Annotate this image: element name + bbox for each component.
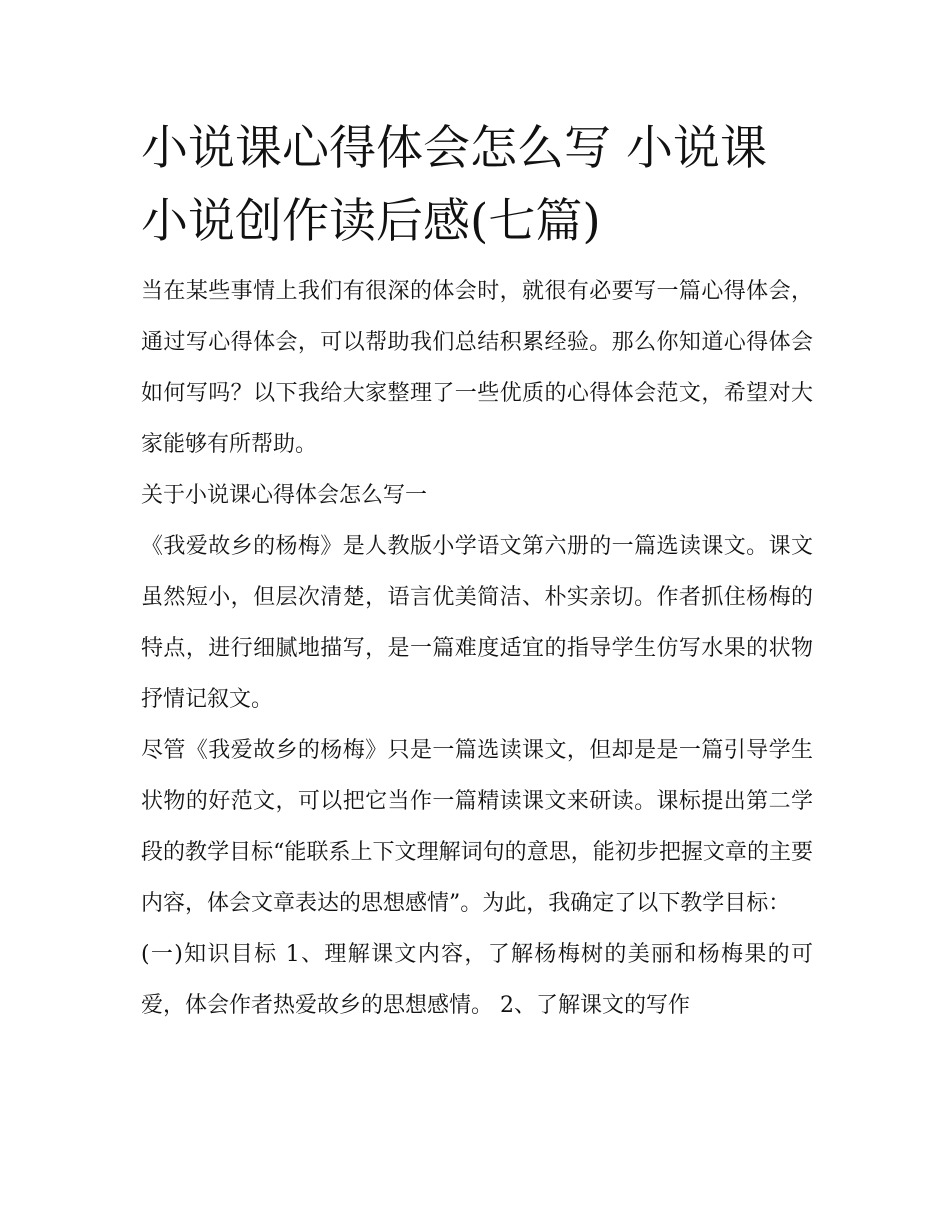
- body-paragraph: (一)知识目标 1、理解课文内容，了解杨梅树的美丽和杨梅果的可爱，体会作者热爱故乡的思想感情。 2、了解课文的写作: [141, 942, 813, 1018]
- document-page: [141, 112, 813, 1031]
- body-paragraph: 《我爱故乡的杨梅》是人教版小学语文第六册的一篇选读课文。课文虽然短小，但层次清楚，语言优美简洁、朴实亲切。作者抓住杨梅的特点，进行细腻地描写，是一篇难度适宜的指导学生仿写水果的状物抒情记叙文。: [141, 534, 813, 712]
- section-heading: 关于小说课心得体会怎么写一: [141, 483, 428, 508]
- intro-paragraph: 当在某些事情上我们有很深的体会时，就很有必要写一篇心得体会，通过写心得体会，可以帮助我们总结积累经验。那么你知道心得体会如何写吗？以下我给大家整理了一些优质的心得体会范文，希望对大家能够有所帮助。: [141, 279, 813, 457]
- body-paragraph: 尽管《我爱故乡的杨梅》只是一篇选读课文，但却是是一篇引导学生状物的好范文，可以把它当作一篇精读课文来研读。课标提出第二学段的教学目标“能联系上下文理解词句的意思，能初步把握文章的主要内容，体会文章表达的思想感情”。为此，我确定了以下教学目标：: [141, 738, 813, 916]
- document-title: 小说课心得体会怎么写 小说课小说创作读后感(七篇): [141, 121, 767, 249]
